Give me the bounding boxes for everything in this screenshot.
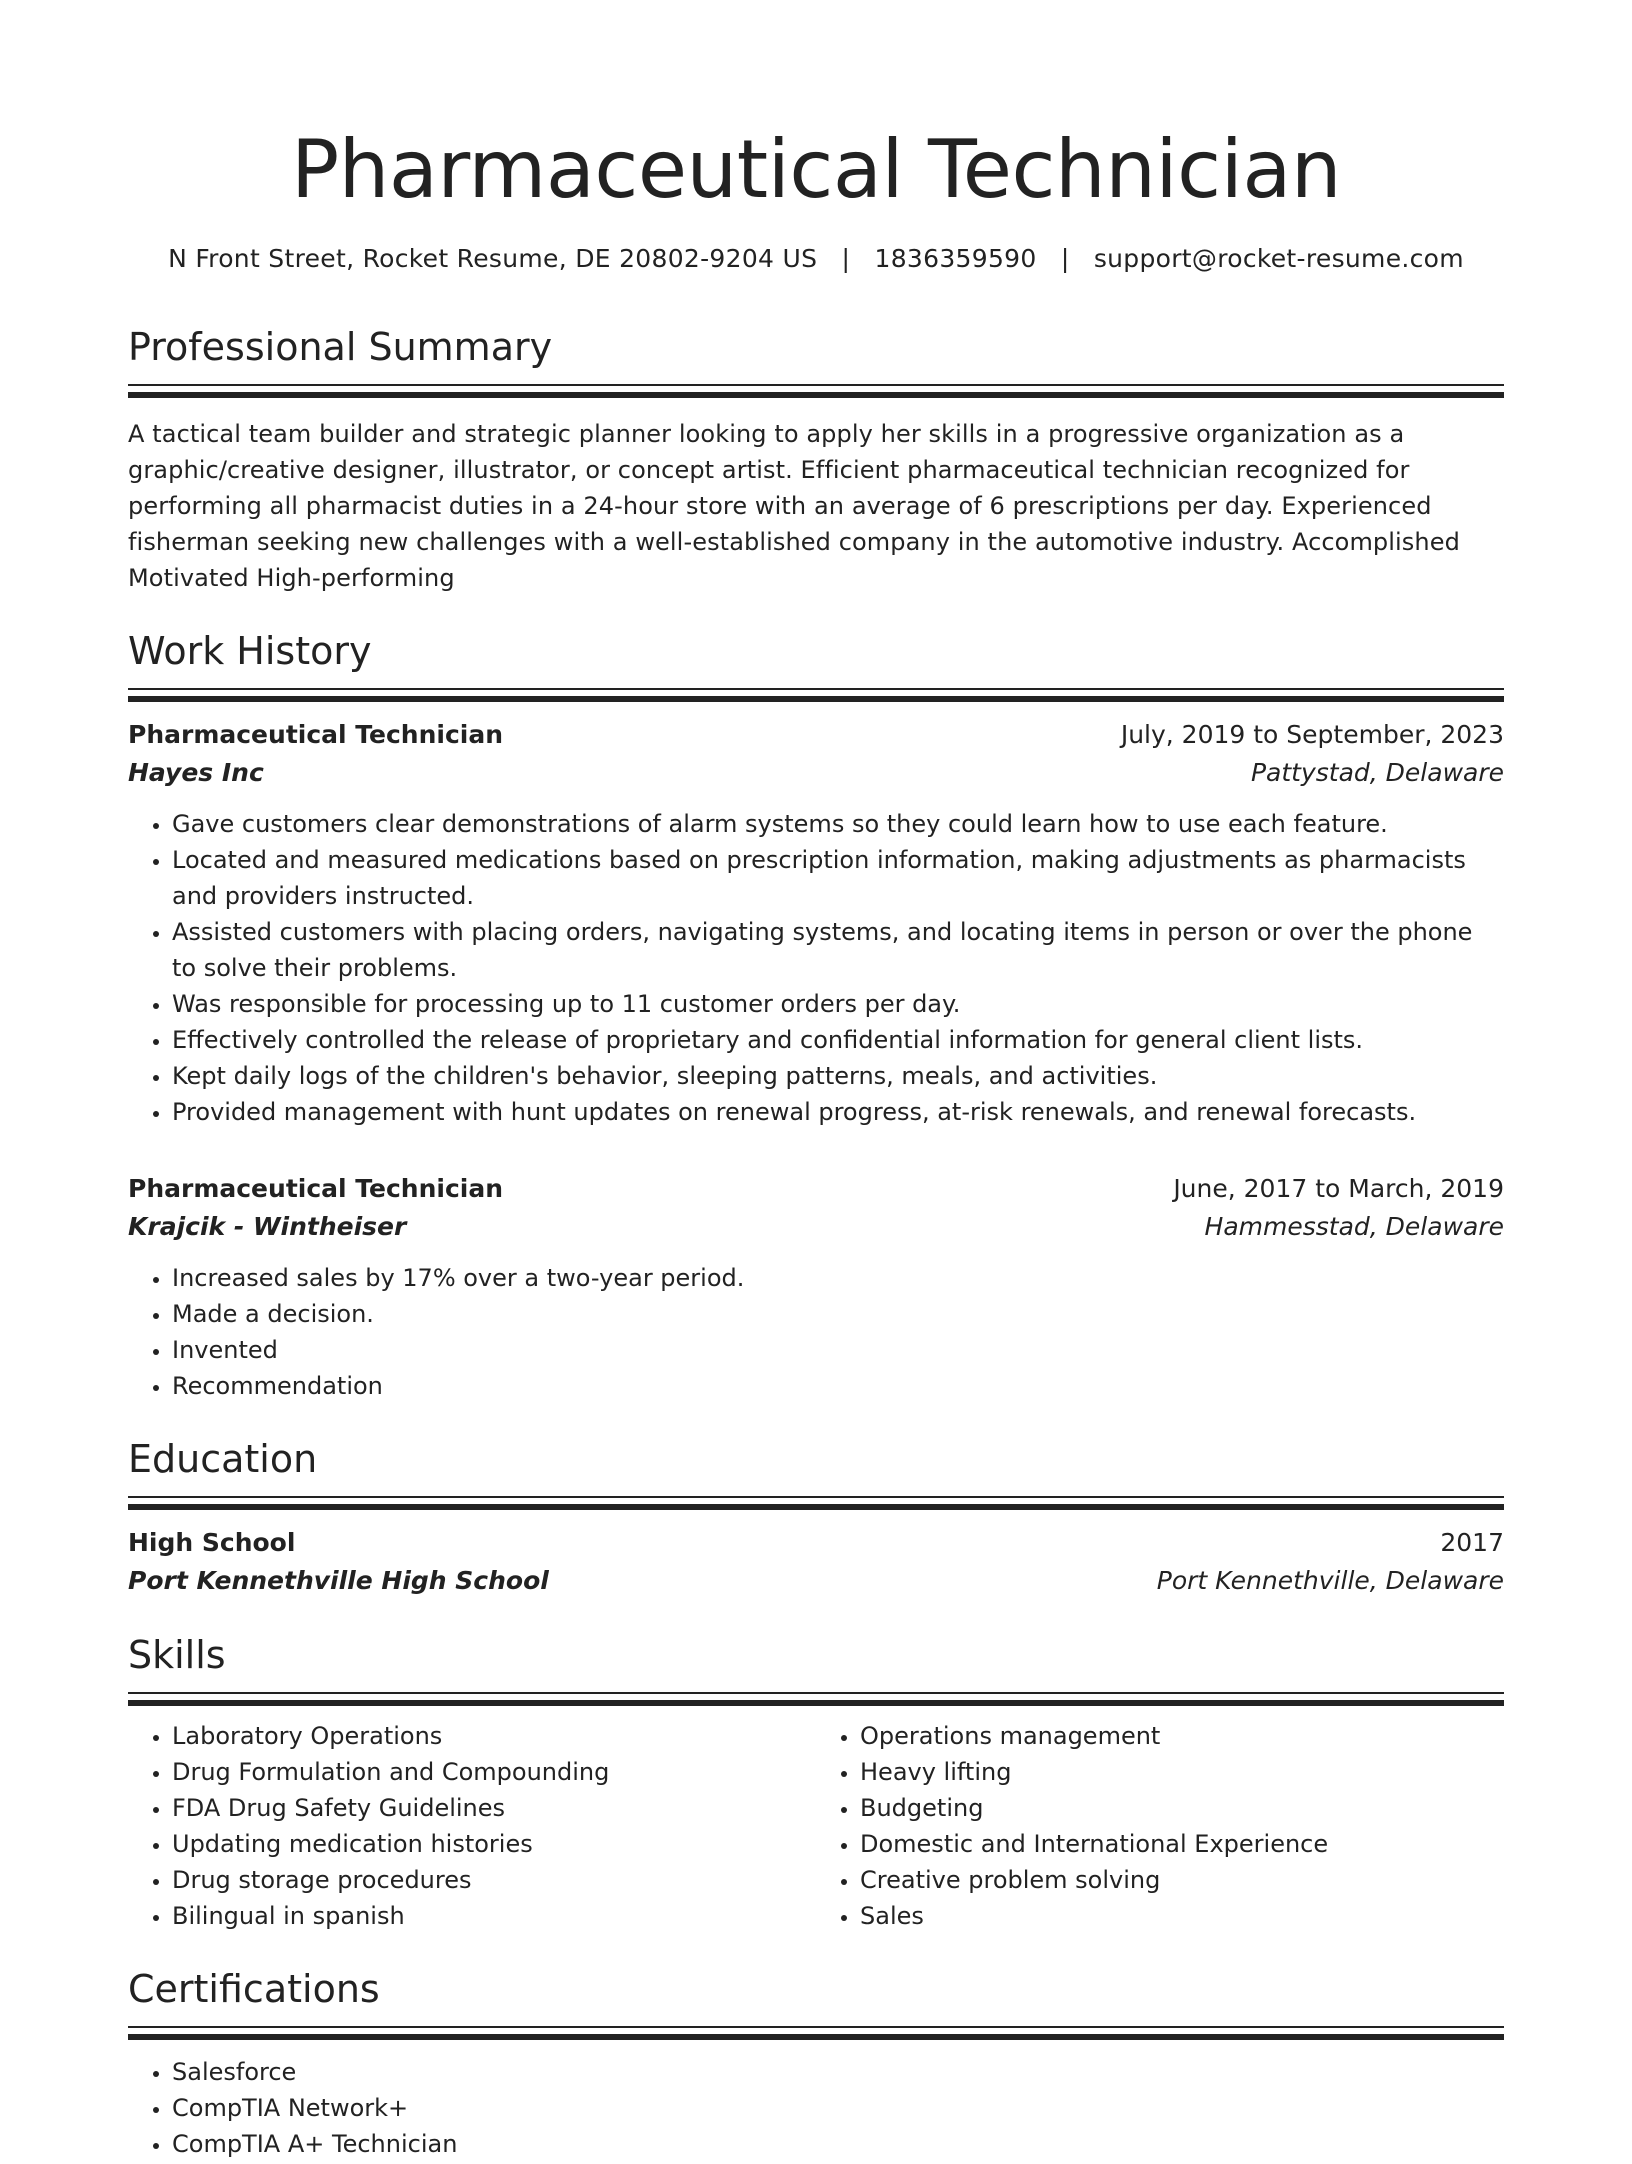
summary-section	[128, 322, 1504, 596]
list-item: • Assisted customers with placing orders, navigating systems, and locating items in person or over the phone to solve their problems.	[172, 914, 1504, 986]
list-item: • Budgeting	[860, 1790, 1504, 1826]
skills-list-left	[128, 1718, 816, 1934]
section-rule	[128, 688, 1504, 690]
education-location: Port Kennethville, Delaware	[1156, 1566, 1504, 1595]
list-item: • Bilingual in spanish	[172, 1898, 816, 1934]
phone: 1836359590	[874, 244, 1037, 273]
list-item: • Made a decision.	[172, 1296, 1504, 1332]
education-entry	[128, 1524, 1504, 1600]
candidate-name: Pharmaceutical Technician	[290, 123, 1342, 216]
skills-columns	[128, 1718, 1504, 1934]
job-role: Pharmaceutical Technician	[128, 1174, 504, 1203]
list-item: • Operations management	[860, 1718, 1504, 1754]
address: N Front Street, Rocket Resume, DE 20802-9204 US	[168, 244, 818, 273]
contact-line	[128, 242, 1504, 276]
list-item: • Was responsible for processing up to 11 customer orders per day.	[172, 986, 1504, 1022]
list-item: • Drug storage procedures	[172, 1862, 816, 1898]
list-item: • Drug Formulation and Compounding	[172, 1754, 816, 1790]
email: support@rocket-resume.com	[1093, 244, 1464, 273]
work-history-title: Work History	[128, 629, 372, 673]
list-item: • Sales	[860, 1898, 1504, 1934]
certifications-section	[128, 1964, 1504, 2162]
summary-text: A tactical team builder and strategic planner looking to apply her skills in a progressive organization as a graphic/creative designer, illustrator, or concept artist. Efficient pharmaceutical technician recognized for performing all pharmacist duties in a 24-hour store with an average of 6 prescriptions per day. Experienced fisherman seeking new challenges with a well-established company in the automotive industry. Accomplished Motivated High-performing	[128, 420, 1460, 592]
list-item: • Creative problem solving	[860, 1862, 1504, 1898]
list-item: • Laboratory Operations	[172, 1718, 816, 1754]
section-rule	[128, 696, 1504, 702]
contact-separator: |	[1060, 244, 1070, 273]
list-item: • Increased sales by 17% over a two-year period.	[172, 1260, 1504, 1296]
section-rule	[128, 1692, 1504, 1694]
section-rule	[128, 384, 1504, 386]
job-role: Pharmaceutical Technician	[128, 720, 504, 749]
job-entry	[128, 716, 1504, 1130]
list-item: • Kept daily logs of the children's behavior, sleeping patterns, meals, and activities.	[172, 1058, 1504, 1094]
list-item: • Provided management with hunt updates on renewal progress, at-risk renewals, and renewal forecasts.	[172, 1094, 1504, 1130]
job-dates: June, 2017 to March, 2019	[1173, 1174, 1504, 1203]
list-item: • Salesforce	[172, 2054, 1504, 2090]
job-location: Hammesstad, Delaware	[1204, 1212, 1504, 1241]
list-item: • Invented	[172, 1332, 1504, 1368]
list-item: • Effectively controlled the release of proprietary and confidential information for general client lists.	[172, 1022, 1504, 1058]
job-company: Hayes Inc	[128, 758, 264, 787]
list-item: • Gave customers clear demonstrations of alarm systems so they could learn how to use each feature.	[172, 806, 1504, 842]
education-year: 2017	[1440, 1528, 1504, 1557]
job-entry	[128, 1170, 1504, 1404]
skills-section	[128, 1630, 1504, 1934]
skills-list-right	[816, 1718, 1504, 1934]
skills-title: Skills	[128, 1633, 226, 1677]
section-rule	[128, 392, 1504, 398]
list-item: • Domestic and International Experience	[860, 1826, 1504, 1862]
job-company: Krajcik - Wintheiser	[128, 1212, 407, 1241]
education-title: Education	[128, 1437, 318, 1481]
education-degree: High School	[128, 1528, 296, 1557]
section-rule	[128, 1496, 1504, 1498]
list-item: • CompTIA A+ Technician	[172, 2126, 1504, 2162]
contact-separator: |	[841, 244, 851, 273]
job-location: Pattystad, Delaware	[1250, 758, 1504, 787]
section-rule	[128, 2034, 1504, 2040]
job-bullets	[128, 806, 1504, 1130]
work-history-section	[128, 626, 1504, 1404]
certifications-title: Certifications	[128, 1967, 380, 2011]
list-item: • FDA Drug Safety Guidelines	[172, 1790, 816, 1826]
list-item: • CompTIA Network+	[172, 2090, 1504, 2126]
summary-title: Professional Summary	[128, 325, 553, 369]
job-dates: July, 2019 to September, 2023	[1120, 720, 1504, 749]
list-item: • Recommendation	[172, 1368, 1504, 1404]
section-rule	[128, 1504, 1504, 1510]
list-item: • Updating medication histories	[172, 1826, 816, 1862]
education-section	[128, 1434, 1504, 1600]
list-item: • Heavy lifting	[860, 1754, 1504, 1790]
education-school: Port Kennethville High School	[128, 1566, 549, 1595]
section-rule	[128, 2026, 1504, 2028]
job-bullets	[128, 1260, 1504, 1404]
list-item: • Located and measured medications based on prescription information, making adjustments as pharmacists and providers instructed.	[172, 842, 1504, 914]
certifications-list	[128, 2054, 1504, 2162]
section-rule	[128, 1700, 1504, 1706]
